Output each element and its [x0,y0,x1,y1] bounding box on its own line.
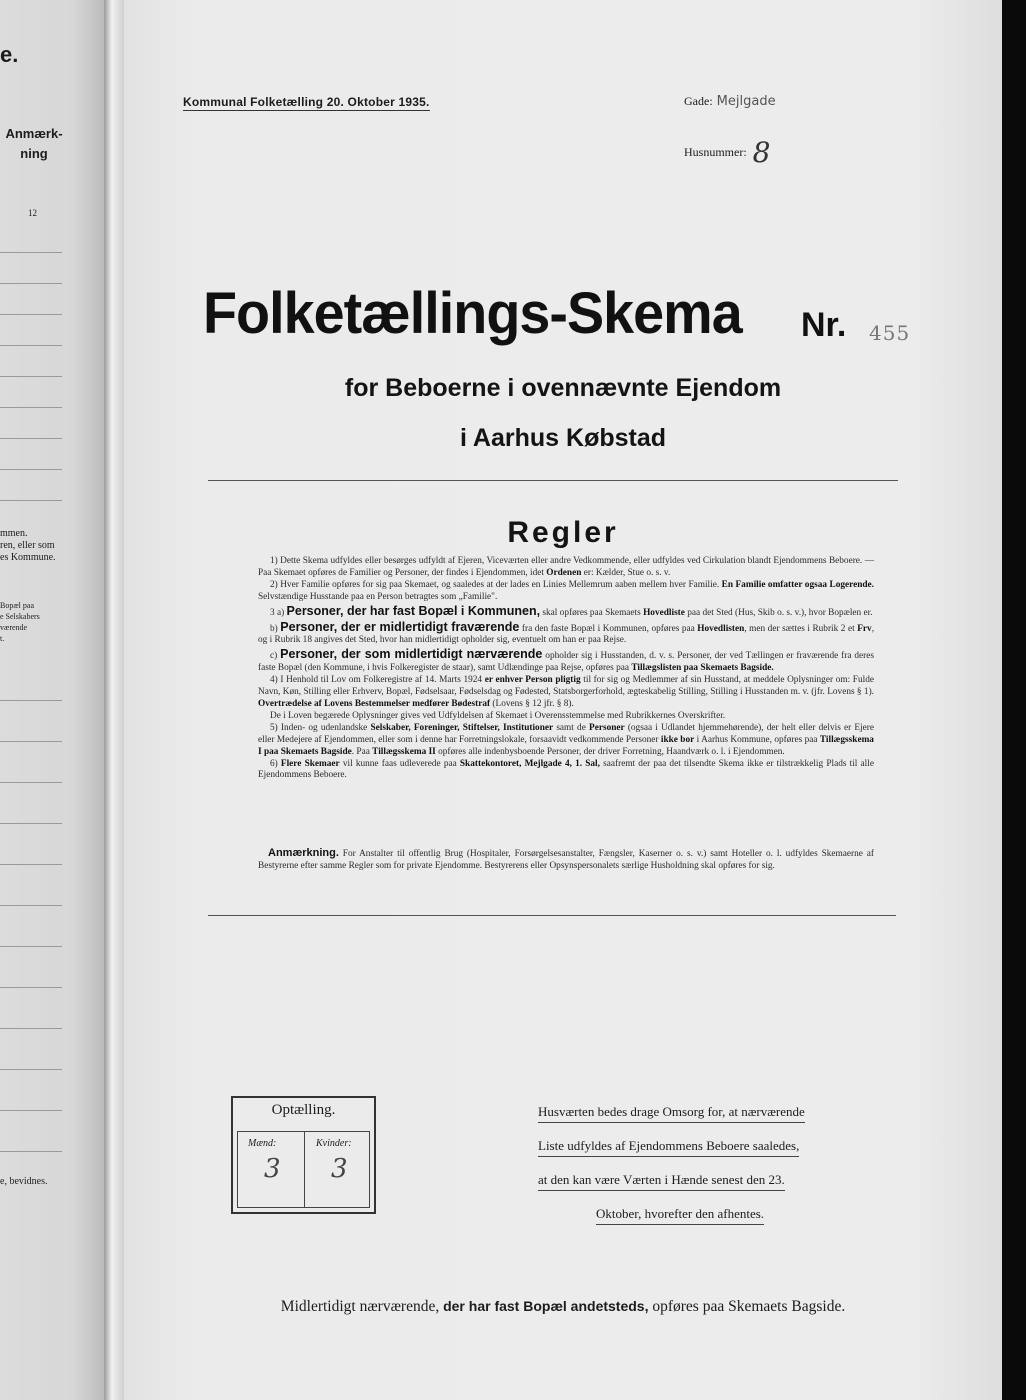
women-label: Kvinder: [316,1138,352,1149]
left-page-heading-line2: ning [20,146,48,161]
left-page-fragment [0,0,104,1400]
count-box [231,1096,376,1214]
left-page-fragment-line: Bopæl paa [0,601,34,610]
left-page-fragment-line: es Kommune. [0,552,56,563]
house-number-value: 8 [752,136,771,169]
left-page-column-number: 12 [28,208,37,218]
left-page-fragment-line: ren, eller som [0,540,55,551]
rule-1: 1) Dette Skema udfyldes eller besørges udfyldt af Ejeren, Viceværten eller andre Vedkommende, eller udfyldes ved Cirkulation blandt Ejendommens Beboere. — Paa Skemaet opføres de Familier og Personer, der findes i Ejendommen, idet Ordenen er: Kælder, Stue o. s. v. [258,556,874,578]
left-page-fragment-line: værende [0,623,28,632]
rule-4: 4) I Henhold til Lov om Folkeregistre af 14. Marts 1924 er enhver Person pligtig til for sig og Medlemmer af sin Husstand, at meddele Oplysninger om: Fulde Navn, Køn, Stilling eller Erhverv, Bopæl, Fødselsaar, Fødselsdag og Fødested, Statsborgerforhold, ægteskabelig Stilling, Stilling i Husstanden m. v. (jfr. Lovens § 1). Overtrædelse af Lovens Bestemmelser medfører Bødestraf (Lovens § 12 jfr. § 8). [258,675,874,709]
street-field [684,94,776,109]
remark-paragraph [258,847,874,873]
remark-label: Anmærkning. [268,847,339,859]
left-page-ruled-lines [0,222,62,501]
form-number-label: Nr. [801,306,847,344]
rule-3b: b) Personer, der er midlertidigt fraværende fra den faste Bopæl i Kommunen, opføres paa Hovedlisten, men der sættes i Rubrik 2 et Frv, og i Rubrik 18 angives det Sted, hvor han midlertidigt opholder sig, eventuelt om han er paa Rejse. [258,619,875,646]
left-page-text-fragment [0,528,56,564]
remark-text: For Anstalter til offentlig Brug (Hospitaler, Forsørgelsesanstalter, Fængsler, Kaserner o. s. v.) samt Hoteller o. l. udfyldes Skemaerne af Bestyrerne efter samme Regler som for private Ejendomme. Bestyrerens eller Opsynspersonalets særlige Husholdning skal opføres for sig. [258,849,874,871]
notice-line: at den kan være Værten i Hænde senest den 23. [538,1172,785,1191]
divider [208,480,898,481]
left-page-column-heading [4,124,64,164]
form-number-value: 455 [869,321,911,345]
notice-line: Oktober, hvorefter den afhentes. [596,1206,764,1225]
street-label: Gade: [684,94,713,108]
left-page-letter: e. [0,42,19,67]
rule-4-note: De i Loven begærede Oplysninger gives ved Udfyldelsen af Skemaet i Overensstemmelse med Rubrikkernes Overskrifter. [270,710,726,721]
rule-6: 6) Flere Skemaer vil kunne faas udleverede paa Skattekontoret, Mejlgade 4, 1. Sal, saafremt der paa det tilsendte Skema ikke er tilstrækkelig Plads til alle Ejendommens Beboere. [258,758,874,781]
footer-bold-text: der har fast Bopæl andetsteds, [443,1298,649,1314]
form-title: Folketællings-Skema [203,281,742,346]
form-subtitle-city: i Aarhus Købstad [459,424,667,452]
left-page-fragment-line: mmen. [0,528,28,539]
street-value: Mejlgade [716,94,776,109]
left-page-fragment-line: e, bevidnes. [0,1176,48,1187]
rule-3c: c) Personer, der som midlertidigt nærværende opholder sig i Husstanden, d. v. s. Personer, der ved Tællingen er fraværende fra deres faste Bopæl (den Kommune, i hvis Folkeregister de staar), samt Udlændinge paa Rejse, opføres paa Tillægslisten paa Skemaets Bagside. [258,647,875,674]
notice-line: Husværten bedes drage Omsorg for, at nærværende [538,1104,805,1123]
scan-border [1002,0,1026,1400]
form-subtitle: for Beboerne i ovennævnte Ejendom [344,374,782,402]
count-box-title: Optælling. [271,1102,336,1118]
footer-text: opføres paa Skemaets Bagside. [648,1298,846,1315]
house-number-label: Husnummer: [684,145,747,159]
left-page-text-fragment [0,600,40,644]
rule-5: 5) Inden- og udenlandske Selskaber, Foreninger, Stiftelser, Institutioner samt de Personer (ogsaa i Udlandet hjemmehørende), der helt eller delvis er Ejere eller Medejere af Ejendommen, eller som i denne har Forretningslokale, forsaavidt vedkommende Personer ikke bor i Aarhus Kommune, opføres paa Tillægsskema I paa Skemaets Bagside. Paa Tillægsskema II opføres alle indenbysboende Personer, der driver Forretning, Haandværk o. l. i Ejendommen. [258,722,875,757]
men-label: Mænd: [248,1138,277,1149]
left-page-ruled-lines [0,660,62,1152]
book-spine [104,0,124,1400]
rule-2: 2) Hver Familie opføres for sig paa Skemaet, og saaledes at der lades en Linies Mellemrum aaben mellem hver Familie. En Familie omfatter ogsaa Logerende. Selvstændige Husstande paa en Person betragtes som „Familie". [258,579,874,602]
footer-note [124,1298,1002,1316]
footer-text: Midlertidigt nærværende, [280,1298,444,1315]
men-count: 3 [264,1154,281,1184]
left-page-heading-line1: Anmærk- [5,126,63,141]
census-header: Kommunal Folketælling 20. Oktober 1935. [183,95,430,109]
house-number-field [684,130,771,169]
rules-text [258,556,874,782]
rule-3a: 3 a) Personer, der har fast Bopæl i Kommunen, skal opføres paa Skemaets Hovedliste paa det Sted (Hus, Skib o. s. v.), hvor Bopælen er. [270,603,873,618]
rules-heading: Regler [507,516,619,549]
notice-line: Liste udfyldes af Ejendommens Beboere saaledes, [538,1138,799,1157]
left-page-fragment-line: t. [0,634,5,643]
divider [208,915,896,916]
left-page-fragment-line: e Selskabers [0,612,40,621]
landlord-notice [538,1104,872,1240]
women-count: 3 [331,1154,348,1184]
count-table [237,1131,370,1208]
